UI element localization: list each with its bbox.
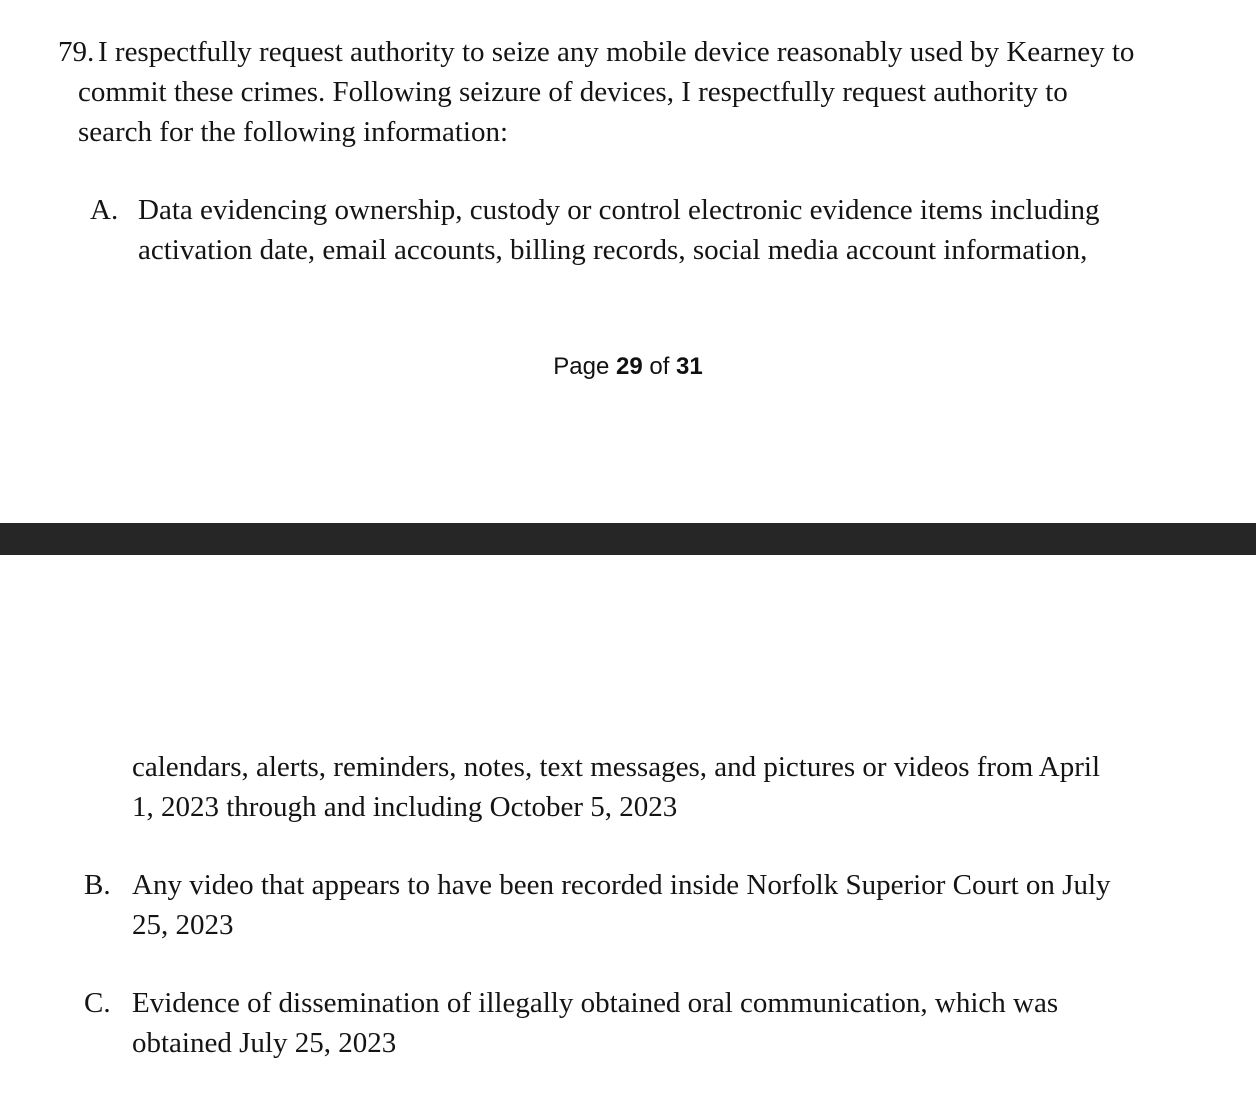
paragraph-line-3: search for the following information: [78, 116, 509, 148]
item-a-continued-text [132, 747, 1100, 827]
item-a-line-2: activation date, email accounts, billing records, social media account information, [138, 234, 1088, 266]
footer-total-pages: 31 [676, 353, 703, 380]
item-c-marker: C. [84, 987, 111, 1019]
paragraph-line-2: commit these crimes. Following seizure of devices, I respectfully request authority to [78, 76, 1068, 108]
item-a-line-1: Data evidencing ownership, custody or control electronic evidence items including [138, 194, 1100, 226]
item-b-line-2: 25, 2023 [132, 909, 234, 941]
item-b-marker: B. [84, 869, 111, 901]
page-footer [0, 351, 1256, 383]
paragraph-number: 79. [58, 36, 95, 68]
item-a-text [138, 190, 1100, 270]
item-b-text [132, 865, 1111, 945]
item-c-text [132, 983, 1058, 1063]
paragraph-79-text [78, 32, 1134, 152]
page-30-section [0, 555, 1256, 1094]
item-a-continued-line-1: calendars, alerts, reminders, notes, text messages, and pictures or videos from April [132, 751, 1101, 783]
footer-page-word: Page [553, 353, 610, 380]
paragraph-line-1: I respectfully request authority to seize any mobile device reasonably used by Kearney to [98, 36, 1135, 68]
item-b-line-1: Any video that appears to have been recorded inside Norfolk Superior Court on July [132, 869, 1111, 901]
item-a-marker: A. [90, 194, 119, 226]
item-a-continued-line-2: 1, 2023 through and including October 5, 2023 [132, 791, 678, 823]
item-c-line-1: Evidence of dissemination of illegally obtained oral communication, which was [132, 987, 1059, 1019]
item-c-line-2: obtained July 25, 2023 [132, 1027, 397, 1059]
footer-of-word: of [649, 353, 670, 380]
page-29-section [0, 0, 1256, 523]
footer-current-page: 29 [615, 353, 643, 380]
page-divider [0, 523, 1256, 555]
